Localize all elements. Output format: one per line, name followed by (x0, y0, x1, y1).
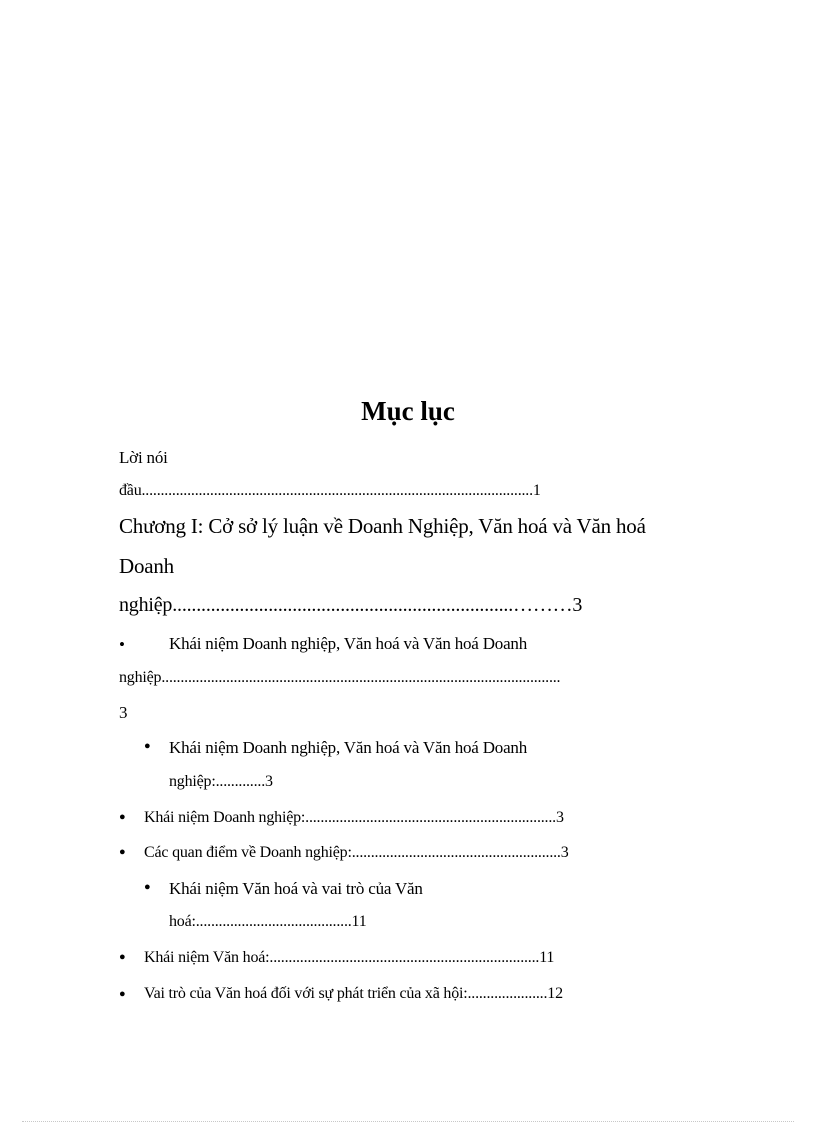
toc-entry-cac-quan-diem: Các quan điểm về Doanh nghiệp:.......................................................3 (144, 844, 569, 861)
toc-entry-khai-niem-dn-vh-sub-line1: Khái niệm Doanh nghiệp, Văn hoá và Văn hoá Doanh (169, 738, 528, 757)
toc-entry-loi-noi-dau-line2: đầu.......................................................................................................1 (119, 482, 541, 499)
toc-entry-khai-niem-dn: Khái niệm Doanh nghiệp:..................................................................3 (144, 809, 564, 826)
toc-entry-khai-niem-vh-vai-tro-line1: Khái niệm Văn hoá và vai trò của Văn (169, 879, 423, 898)
toc-entry-khai-niem-vh: Khái niệm Văn hoá:.......................................................................11 (144, 949, 555, 966)
bullet-filled-icon: ● (144, 881, 151, 893)
toc-entry-khai-niem-dn-vh-page: 3 (119, 703, 128, 722)
toc-entry-chuong-1-line2: Doanh (119, 554, 174, 578)
bullet-filled-icon: ● (119, 951, 126, 963)
toc-entry-khai-niem-vh-vai-tro-line2: hoá:.........................................11 (169, 913, 367, 930)
bullet-filled-icon: ● (119, 811, 126, 823)
toc-entry-khai-niem-dn-vh-line1: Khái niệm Doanh nghiệp, Văn hoá và Văn hoá Doanh (169, 634, 528, 653)
toc-entry-chuong-1-line3: nghiệp.......................................................................………3 (119, 594, 583, 616)
toc-entry-khai-niem-dn-vh-sub-line2: nghiệp:.............3 (169, 773, 273, 790)
page-title: Mục lục (361, 396, 455, 426)
toc-entry-vai-tro-vh: Vai trò của Văn hoá đối với sự phát triển của xã hội:.....................12 (144, 985, 563, 1002)
toc-entry-loi-noi-dau-line1: Lời nói (119, 448, 168, 467)
page-bottom-divider (22, 1121, 794, 1122)
bullet-filled-icon: ● (119, 988, 126, 1000)
toc-entry-chuong-1-line1: Chương I: Cở sở lý luận về Doanh Nghiệp, Văn hoá và Văn hoá (119, 514, 646, 538)
bullet-filled-icon: ● (144, 740, 151, 752)
bullet-open-icon: • (119, 635, 125, 654)
bullet-filled-icon: ● (119, 846, 126, 858)
toc-entry-khai-niem-dn-vh-line2: nghiệp......................................................................................................... (119, 669, 561, 686)
